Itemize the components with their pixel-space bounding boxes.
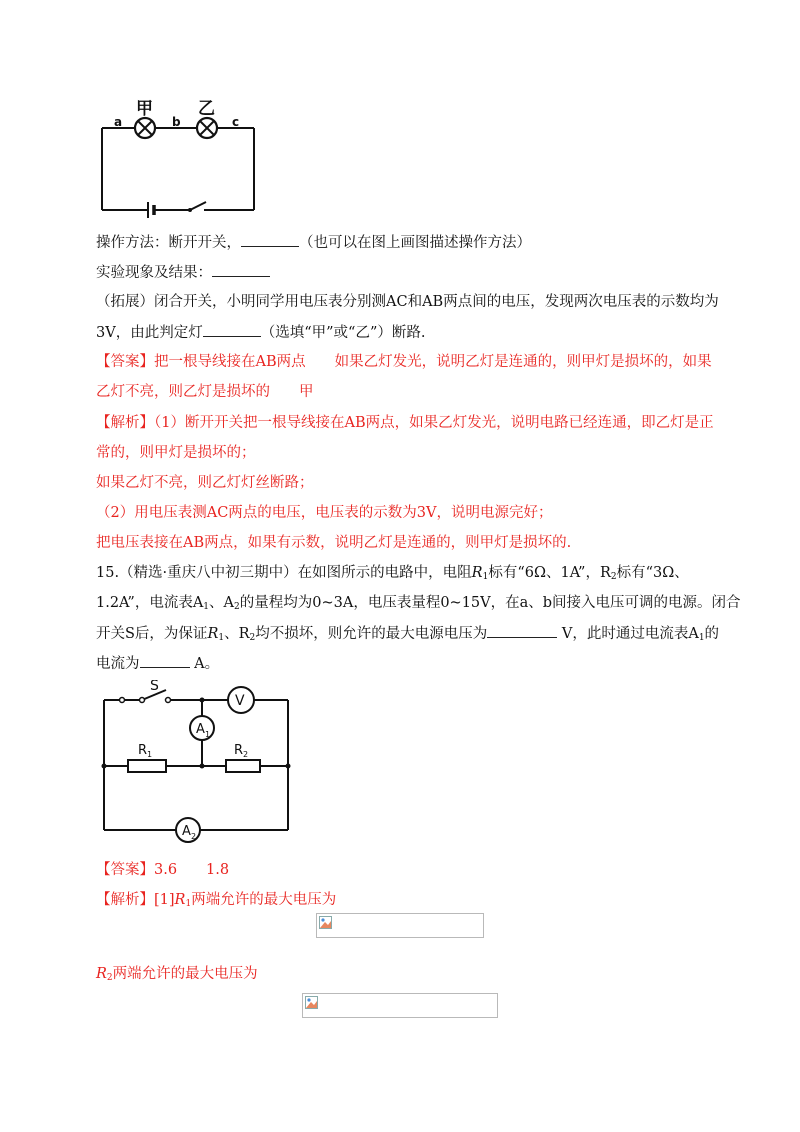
svg-text:2: 2 [191,832,197,841]
q14-analysis-line-2: 常的，则甲灯是损坏的； [96,445,256,461]
ammeter-a1-icon [190,716,214,740]
svg-text:A: A [182,824,191,839]
circuit-diagram-resistors [96,680,296,846]
terminal-a-icon [120,698,125,703]
junction-icon [286,764,291,769]
junction-icon [200,698,205,703]
resistor-r1-icon [128,760,166,772]
label-a: a [114,115,123,129]
answer-blank[interactable] [140,653,190,668]
q14-analysis-line-5: 把电压表接在AB两点，如果有示数，说明乙灯是连通的，则甲灯是损坏的. [96,535,572,551]
q14-answer-line-2: 乙灯不亮，则乙灯是损坏的 甲 [96,384,314,400]
q14-phenomenon-line: 实验现象及结果： [96,262,270,283]
q15-line-1: 15.（精选·重庆八中初三期中）在如图所示的电路中，电阻$R_1$标有“6Ω、1A”，$R_2$标有“3Ω、 [96,565,689,582]
answer-blank[interactable] [241,232,299,247]
answer-blank[interactable] [212,262,270,277]
q15-analysis-line-2: $R_2$两端允许的最大电压为 [96,966,258,983]
q15-line-4: 电流为 A。 [96,653,219,674]
label-b: b [172,115,181,129]
q14-extension-line-2: 3V，由此判定灯 （选填“甲”或“乙”）断路. [96,322,425,343]
broken-image-icon [319,916,332,929]
label-yi: 乙 [198,99,215,119]
voltmeter-icon [228,687,254,713]
switch-icon [166,698,171,703]
q15-line-3: 开关S后，为保证$R_1$、$R_2$均不损坏，则允许的最大电源电压为 V，此时通过电流表$A_1$的 [96,623,719,648]
junction-icon [102,764,107,769]
label-jia: 甲 [136,99,153,119]
circuit-diagram-lamps [92,96,262,218]
ammeter-a2-icon [176,818,200,842]
svg-text:V: V [235,693,245,709]
answer-blank[interactable] [203,322,261,337]
answer-blank[interactable] [487,623,557,638]
lamp-jia-icon [135,118,155,138]
svg-text:A: A [196,722,205,737]
label-r2-sub: 2 [243,750,249,759]
junction-icon [200,764,205,769]
q15-analysis-line-1: 【解析】$[1]R_1$两端允许的最大电压为 [96,892,337,909]
q14-analysis-line-4: （2）用电压表测AC两点的电压，电压表的示数为3V，说明电源完好； [96,505,553,521]
svg-text:1: 1 [205,730,211,739]
lamp-yi-icon [197,118,217,138]
q14-extension-line: （拓展）闭合开关，小明同学用电压表分别测AC和AB两点间的电压，发现两次电压表的示数均为 [96,294,719,310]
q14-answer-line-1: 【答案】把一根导线接在AB两点 如果乙灯发光，说明乙灯是连通的，则甲灯是损坏的，如果 [96,354,712,370]
label-r1-sub: 1 [147,750,153,759]
formula-image-placeholder [316,913,484,938]
resistor-r2-icon [226,760,260,772]
q14-analysis-line-1: 【解析】（1）断开开关把一根导线接在AB两点，如果乙灯发光，说明电路已经连通，即乙灯是正 [96,415,714,431]
label-r1: R [138,743,148,758]
label-r2: R [234,743,244,758]
broken-image-icon [305,996,318,1009]
q14-operation-line: 操作方法：断开开关， （也可以在图上画图描述操作方法） [96,232,531,253]
q14-analysis-line-3: 如果乙灯不亮，则乙灯灯丝断路； [96,475,314,491]
q15-line-2: 1.2A”，电流表$A_1$、$A_2$的量程均为0~3A，电压表量程0~15V，在a、b间接入电压可调的电源。闭合 [96,595,741,612]
label-c: c [232,115,240,129]
battery-icon [148,202,154,218]
switch-icon [188,208,192,212]
q15-answer: 【答案】3.6 1.8 [96,862,230,878]
formula-image-placeholder [302,993,498,1018]
terminal-b-icon [140,698,145,703]
label-switch: S [150,680,159,694]
